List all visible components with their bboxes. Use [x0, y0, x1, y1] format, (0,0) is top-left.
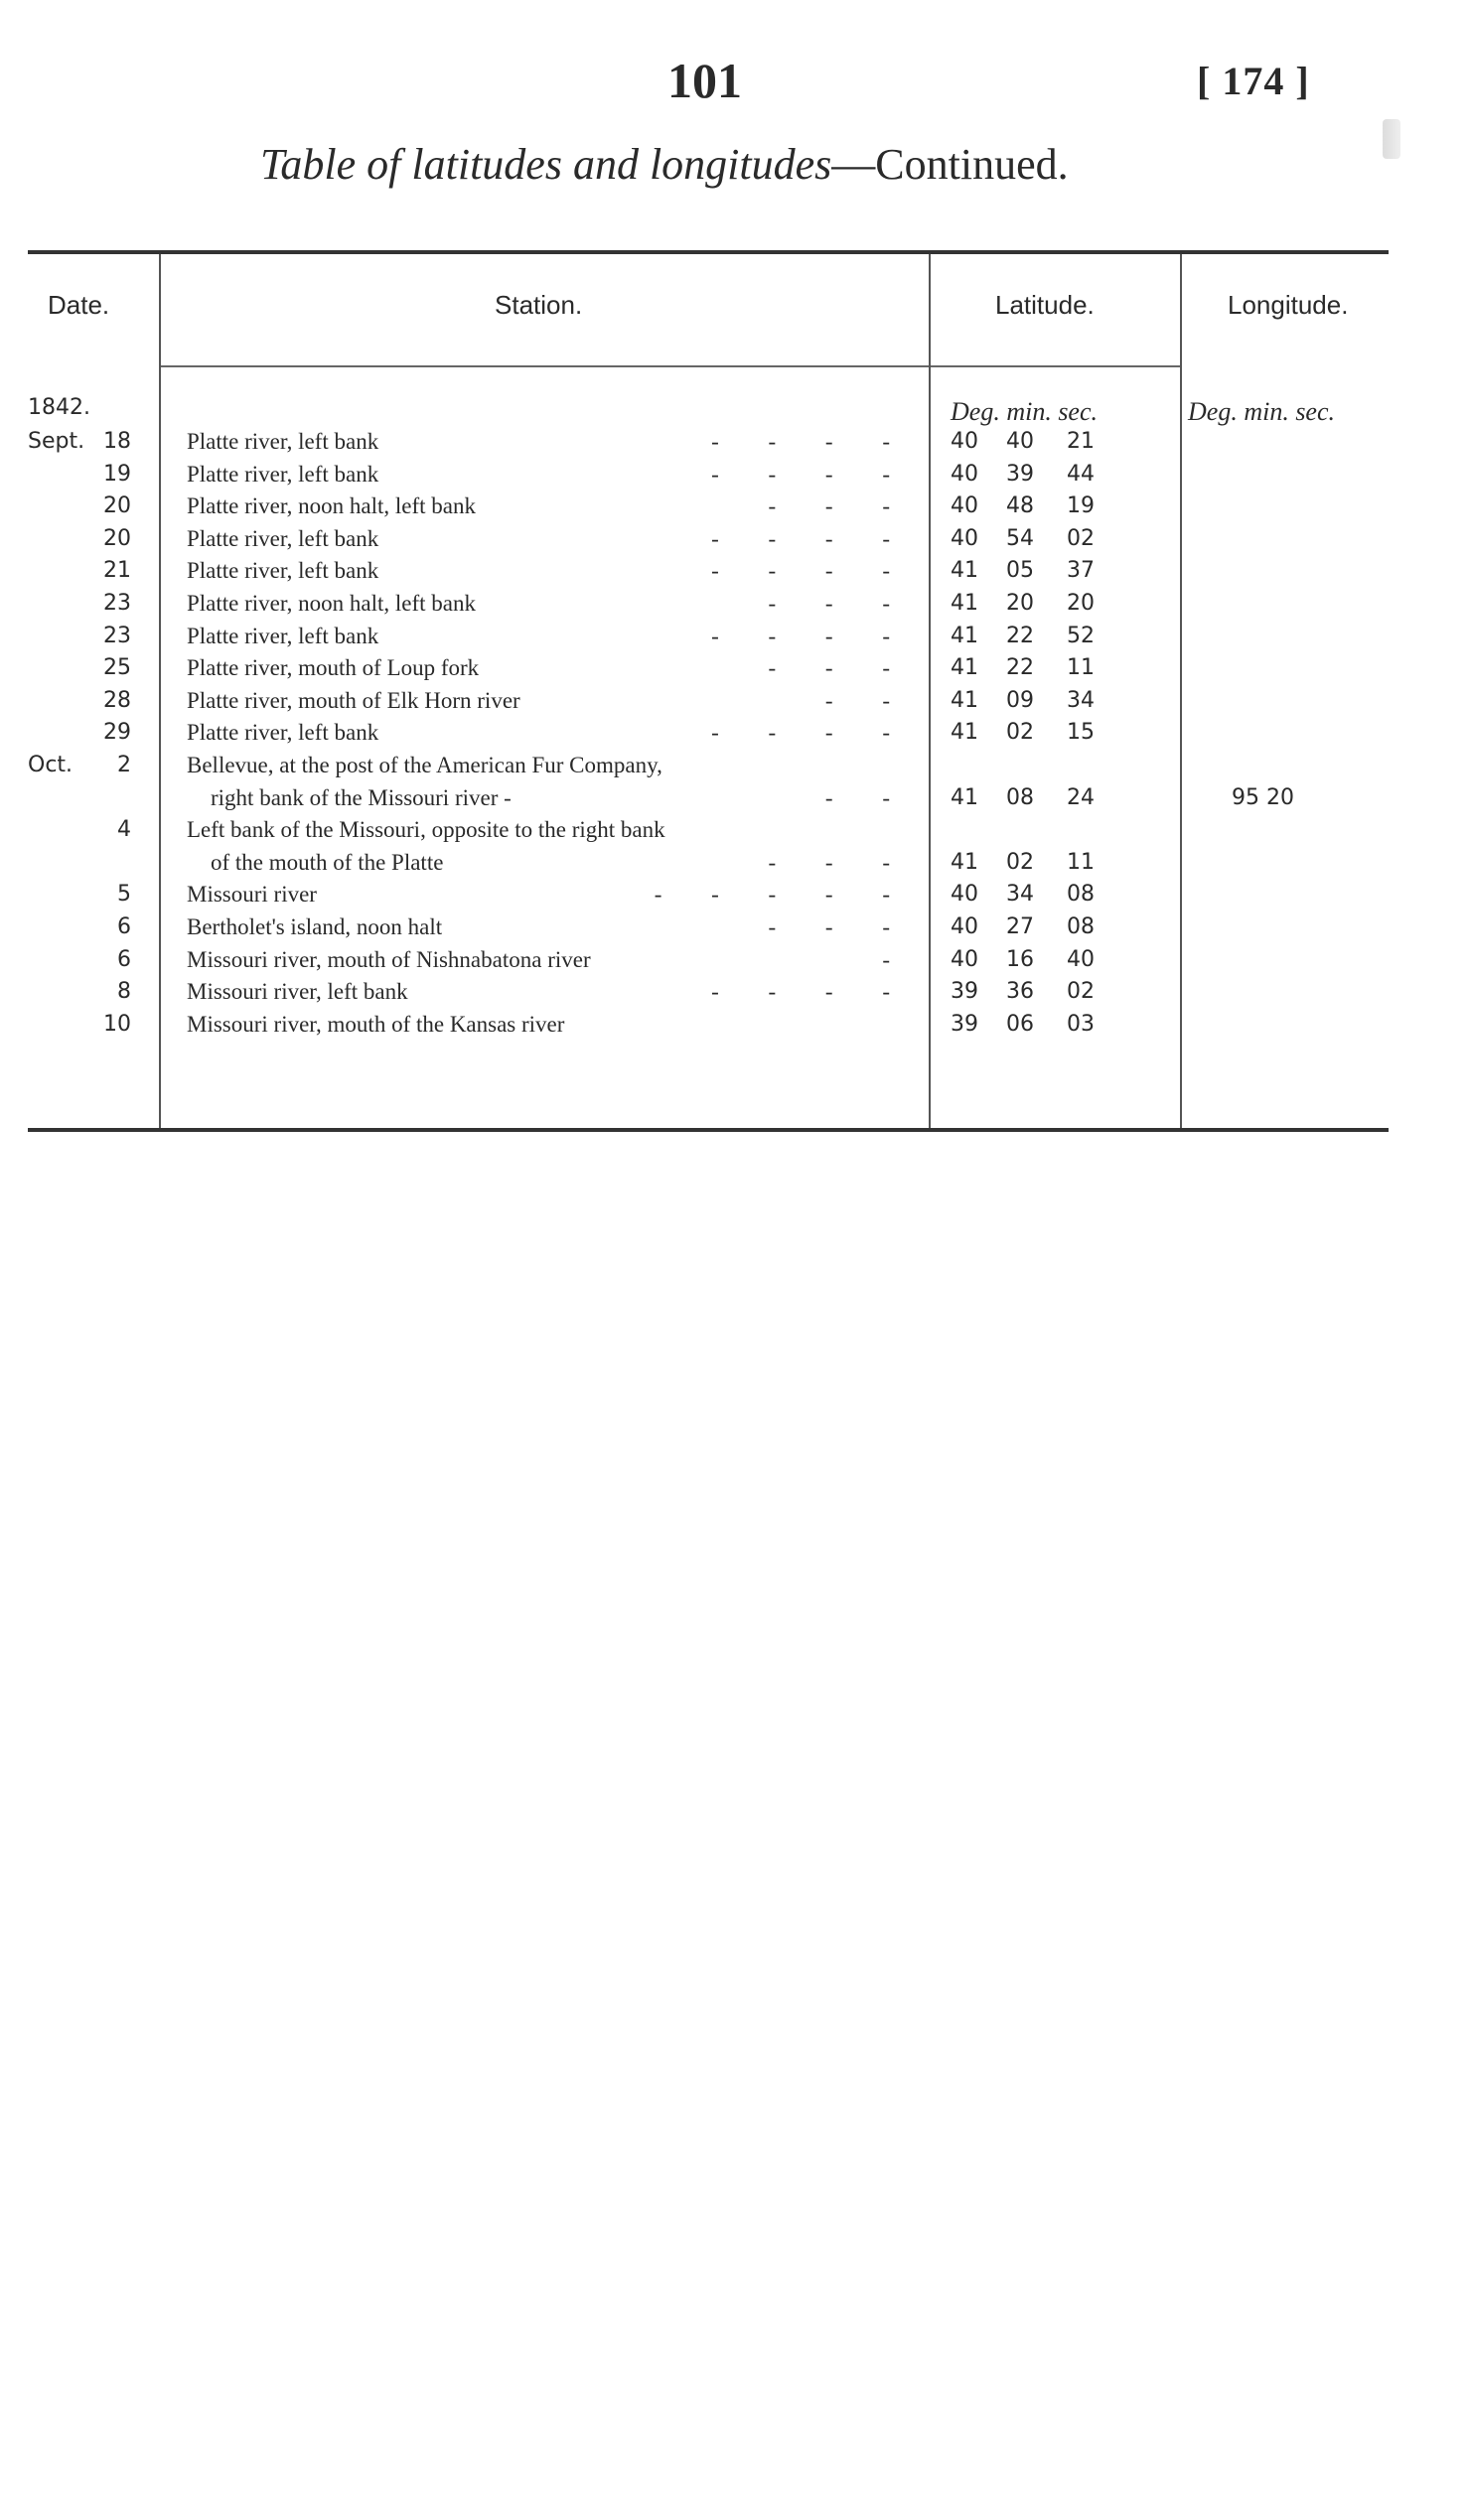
date-day: 20: [103, 525, 131, 551]
date-day: 6: [117, 946, 131, 972]
column-header-latitude: Latitude.: [995, 290, 1095, 320]
leader-dashes: - - - - -: [654, 882, 912, 908]
header-rule: [159, 365, 1182, 367]
latitude-sec: 11: [1067, 849, 1095, 875]
latitude-deg: 39: [951, 979, 978, 1005]
date-day: 23: [103, 591, 131, 616]
leader-dashes: - - -: [768, 493, 912, 519]
latitude-sec: 11: [1067, 655, 1095, 681]
latitude-min: 39: [1006, 461, 1034, 487]
date-day: 10: [103, 1011, 131, 1037]
latitude-min: 34: [1006, 882, 1034, 908]
latitude-sec: 21: [1067, 429, 1095, 454]
date-day: 18: [103, 429, 131, 454]
leader-dashes: - - - -: [711, 623, 912, 648]
latitude-sec: 34: [1067, 687, 1095, 713]
latitude-min: 54: [1006, 525, 1034, 551]
station-name: Platte river, mouth of Loup fork: [187, 655, 480, 681]
longitude-units: Deg. min. sec.: [1188, 397, 1336, 426]
station-name: Missouri river: [187, 882, 317, 908]
latitude-sec: 40: [1067, 946, 1095, 972]
leader-dashes: -: [882, 946, 912, 972]
latitude-min: 22: [1006, 623, 1034, 648]
top-rule: [28, 250, 1389, 254]
latitude-deg: 40: [951, 946, 978, 972]
column-header-date: Date.: [48, 290, 110, 320]
date-day: 29: [103, 720, 131, 746]
leader-dashes: - - - -: [711, 429, 912, 454]
date-day: 19: [103, 461, 131, 487]
station-name: Left bank of the Missouri, opposite to the right bank: [187, 817, 665, 843]
bottom-rule: [28, 1128, 1389, 1132]
latitude-deg: 41: [951, 623, 978, 648]
latitude-deg: 41: [951, 849, 978, 875]
latitude-longitude-divider: [1180, 254, 1182, 1128]
latitude-min: 36: [1006, 979, 1034, 1005]
station-name: Platte river, left bank: [187, 623, 379, 648]
latitude-deg: 40: [951, 461, 978, 487]
station-name: Platte river, noon halt, left bank: [187, 591, 476, 616]
latitude-sec: 44: [1067, 461, 1095, 487]
latitude-sec: 02: [1067, 525, 1095, 551]
station-name: Missouri river, mouth of the Kansas river: [187, 1011, 565, 1037]
latitude-sec: 08: [1067, 882, 1095, 908]
latitude-min: 27: [1006, 914, 1034, 939]
latitude-deg: 41: [951, 655, 978, 681]
date-day: 23: [103, 623, 131, 648]
latitude-deg: 40: [951, 429, 978, 454]
leader-dashes: - - -: [768, 655, 912, 681]
date-day: 8: [117, 979, 131, 1005]
column-header-longitude: Longitude.: [1228, 290, 1349, 320]
latitude-deg: 41: [951, 687, 978, 713]
leader-dashes: - - - -: [711, 461, 912, 487]
latitude-deg: 40: [951, 493, 978, 519]
page-number: 101: [667, 53, 742, 108]
latitude-min: 48: [1006, 493, 1034, 519]
date-station-divider: [159, 254, 161, 1128]
latitude-sec: 20: [1067, 591, 1095, 616]
latitude-deg: 41: [951, 591, 978, 616]
document-number: [ 174 ]: [1197, 59, 1310, 103]
date-day: 5: [117, 882, 131, 908]
latitude-deg: 39: [951, 1011, 978, 1037]
scan-mark: [1383, 119, 1400, 159]
station-name: Bertholet's island, noon halt: [187, 914, 443, 939]
date-day: 28: [103, 687, 131, 713]
station-name: right bank of the Missouri river -: [211, 784, 512, 810]
leader-dashes: - -: [824, 784, 912, 810]
longitude-value: 95 20: [1232, 784, 1294, 810]
latitude-min: 06: [1006, 1011, 1034, 1037]
latitude-min: 05: [1006, 558, 1034, 584]
station-name: Platte river, mouth of Elk Horn river: [187, 687, 520, 713]
station-name: Missouri river, left bank: [187, 979, 408, 1005]
station-name: Platte river, left bank: [187, 461, 379, 487]
title-tail: —Continued.: [831, 140, 1069, 189]
latitude-min: 16: [1006, 946, 1034, 972]
latitude-sec: 15: [1067, 720, 1095, 746]
date-day: 4: [117, 817, 131, 843]
latitude-min: 09: [1006, 687, 1034, 713]
column-header-station: Station.: [495, 290, 583, 320]
latitude-deg: 40: [951, 525, 978, 551]
latitude-sec: 08: [1067, 914, 1095, 939]
latitude-min: 40: [1006, 429, 1034, 454]
leader-dashes: - - -: [768, 849, 912, 875]
latitude-sec: 19: [1067, 493, 1095, 519]
title-italic: Table of latitudes and longitudes: [260, 140, 832, 189]
leader-dashes: - - - -: [711, 558, 912, 584]
station-name: Platte river, noon halt, left bank: [187, 493, 476, 519]
station-name: Missouri river, mouth of Nishnabatona river: [187, 946, 591, 972]
latitude-sec: 37: [1067, 558, 1095, 584]
latitude-min: 20: [1006, 591, 1034, 616]
leader-dashes: - - -: [768, 914, 912, 939]
station-name: Bellevue, at the post of the American Fur Company,: [187, 753, 662, 777]
latitude-deg: 40: [951, 914, 978, 939]
leader-dashes: - - - -: [711, 525, 912, 551]
latitude-min: 02: [1006, 849, 1034, 875]
station-name: Platte river, left bank: [187, 720, 379, 746]
year-label: 1842.: [28, 395, 90, 420]
latitude-sec: 24: [1067, 784, 1095, 810]
station-name: Platte river, left bank: [187, 525, 379, 551]
leader-dashes: - - - -: [711, 720, 912, 746]
latitude-sec: 03: [1067, 1011, 1095, 1037]
station-name: Platte river, left bank: [187, 429, 379, 454]
date-day: 25: [103, 655, 131, 681]
latitude-min: 22: [1006, 655, 1034, 681]
latitude-deg: 40: [951, 882, 978, 908]
station-latitude-divider: [929, 254, 931, 1128]
leader-dashes: - -: [824, 687, 912, 713]
latitude-sec: 52: [1067, 623, 1095, 648]
latitude-sec: 02: [1067, 979, 1095, 1005]
station-name: Platte river, left bank: [187, 558, 379, 584]
date-month: Sept.: [28, 429, 85, 454]
latitude-deg: 41: [951, 720, 978, 746]
table-title: [260, 139, 1069, 190]
station-name: of the mouth of the Platte: [211, 849, 444, 875]
latitude-min: 08: [1006, 784, 1034, 810]
latitude-min: 02: [1006, 720, 1034, 746]
date-day: 6: [117, 914, 131, 939]
date-month: Oct.: [28, 753, 73, 777]
latitude-deg: 41: [951, 558, 978, 584]
latitude-deg: 41: [951, 784, 978, 810]
date-day: 20: [103, 493, 131, 519]
date-day: 2: [117, 753, 131, 777]
date-day: 21: [103, 558, 131, 584]
leader-dashes: - - -: [768, 591, 912, 616]
leader-dashes: - - - -: [711, 979, 912, 1005]
latitude-units: Deg. min. sec.: [951, 397, 1099, 426]
